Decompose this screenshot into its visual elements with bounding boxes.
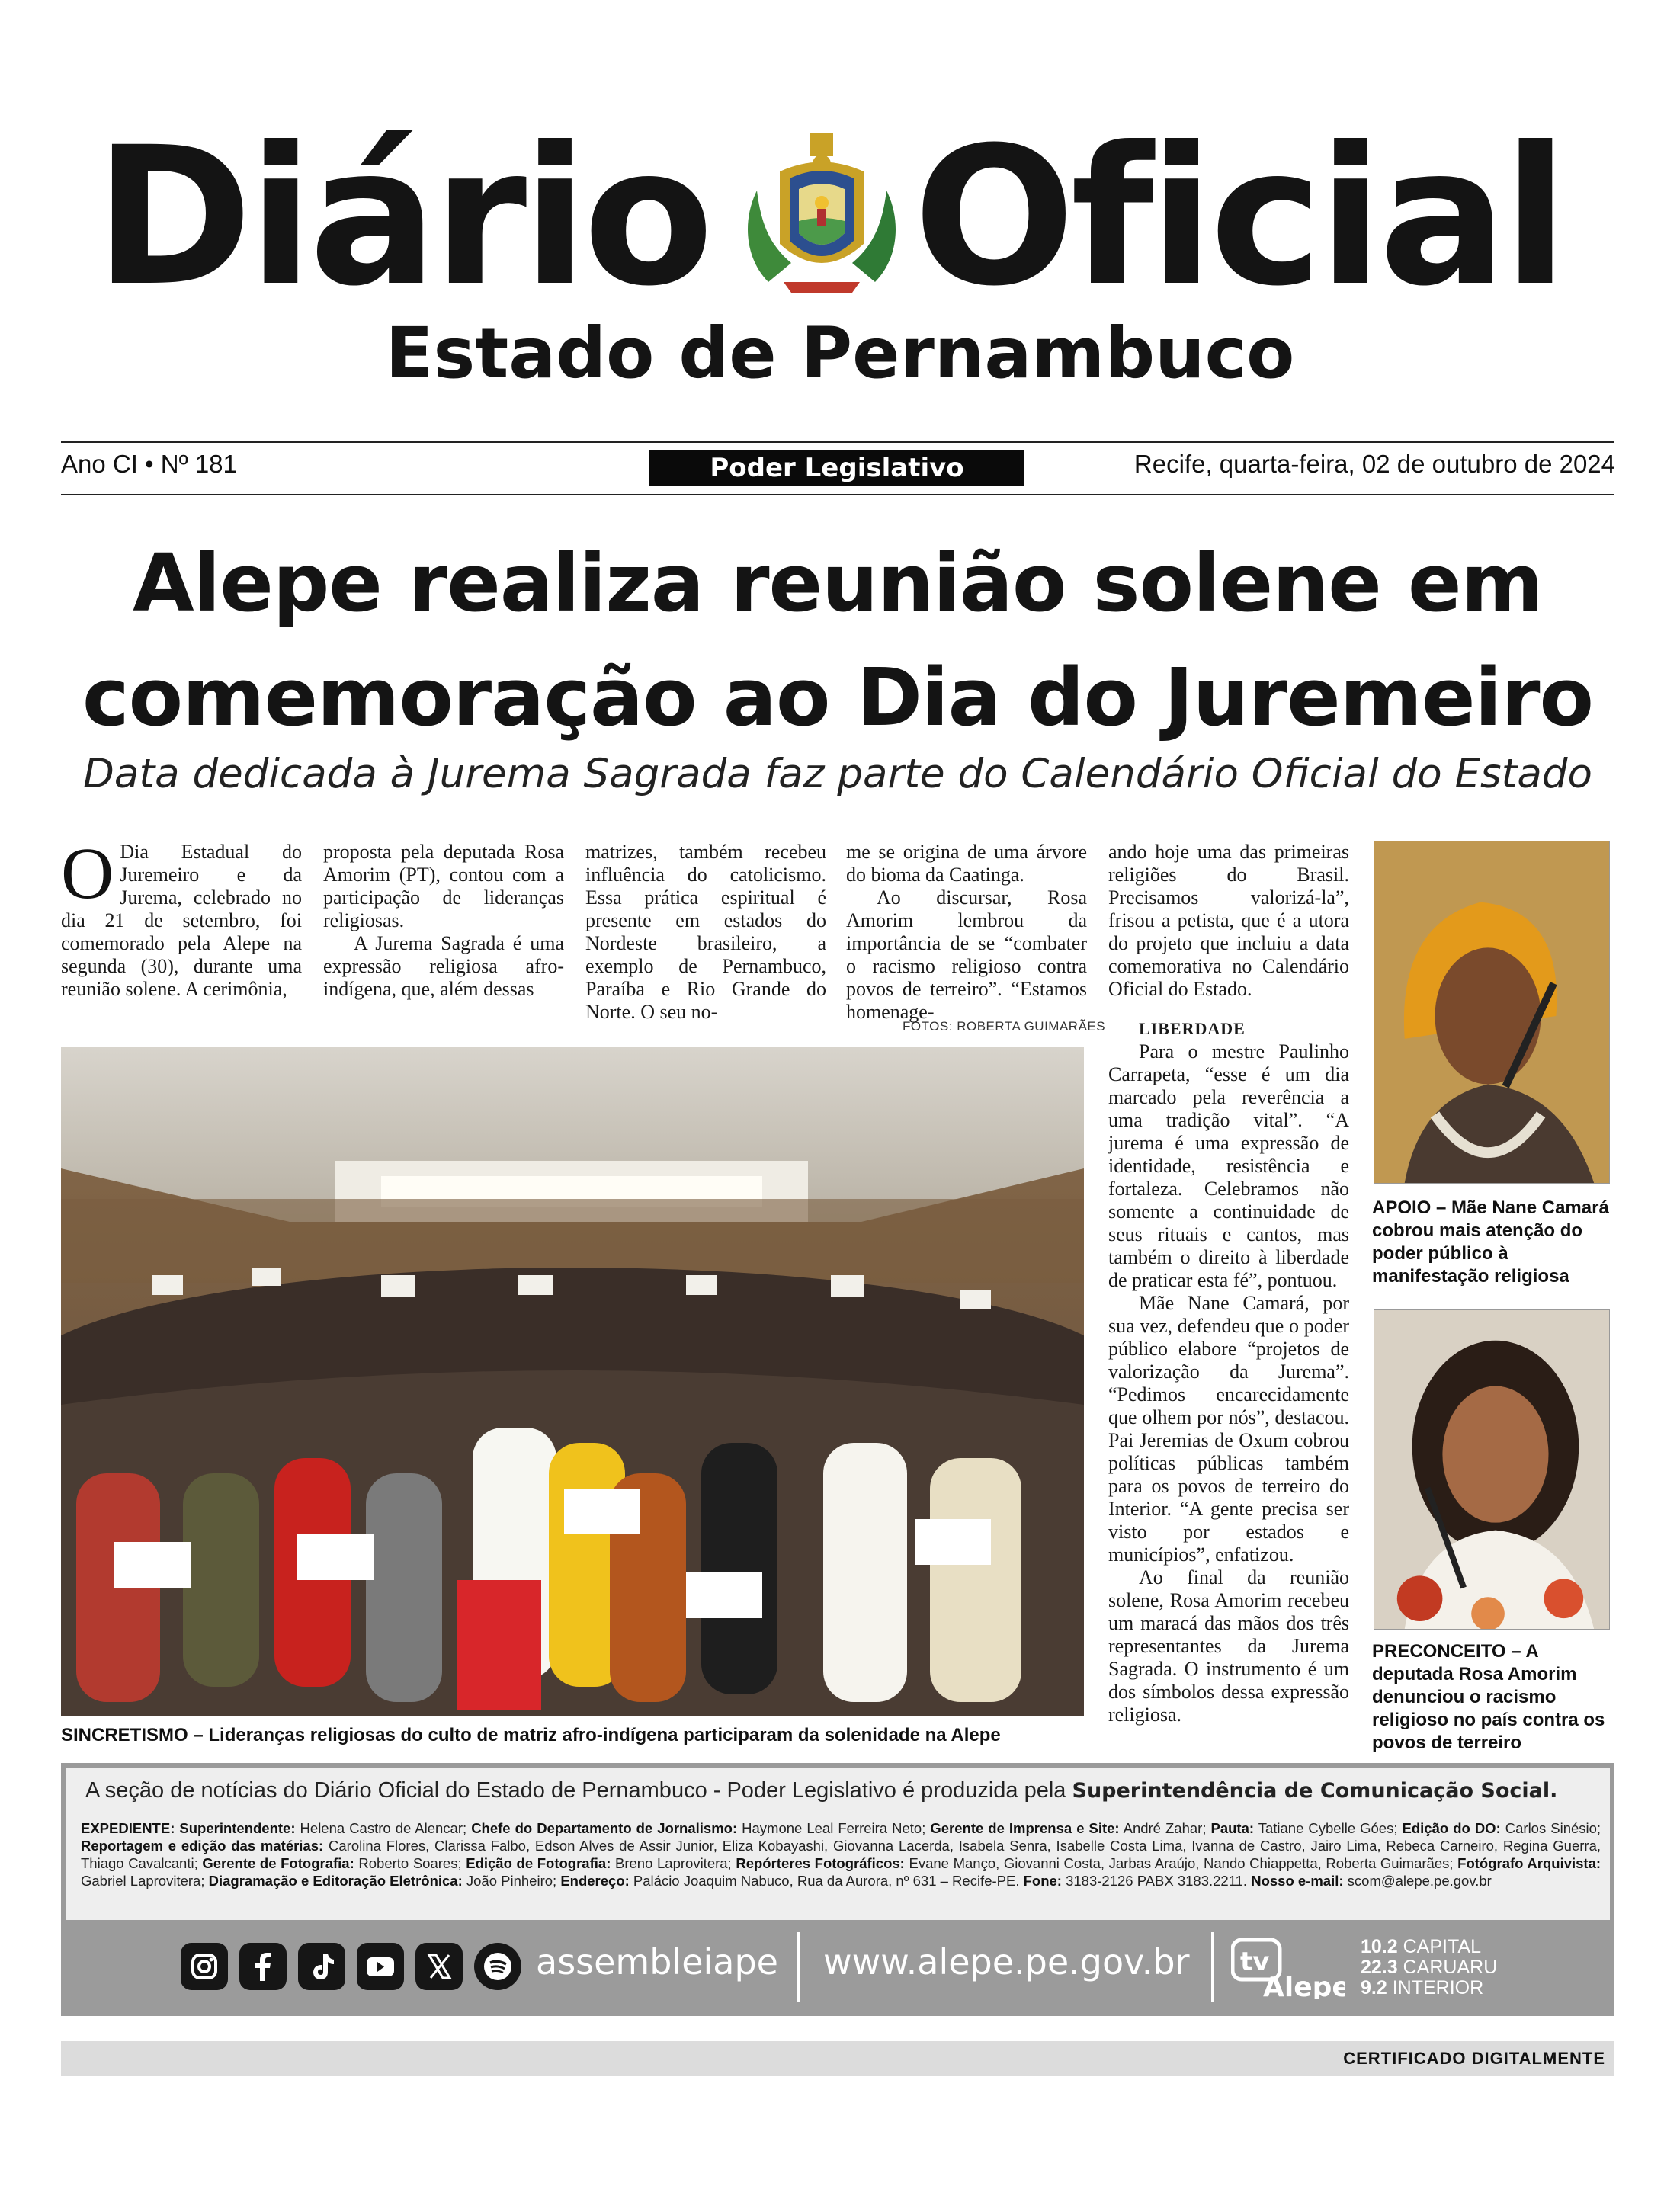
exp-value: Haymone Leal Ferreira Neto; [742, 1820, 926, 1836]
section-subhead: LIBERDADE [1139, 1019, 1246, 1038]
masthead-title-right: Oficial [913, 106, 1564, 328]
radio-item [1361, 1978, 1497, 1998]
instagram-icon[interactable] [181, 1943, 228, 1990]
exp-value: Carlos Sinésio; [1505, 1820, 1601, 1836]
paragraph: Ao discursar, Rosa Amorim lembrou da importância de se “combater o racismo religioso contra povos de terreiro”. “Estamos homenage- [846, 886, 1087, 1023]
radio-frequency: 22.3 [1361, 1957, 1398, 1978]
paragraph: matrizes, também recebeu influência do catolicismo. Essa prática espiritual é presente em estados do Nordeste brasileiro, a exemplo de Pernambuco, Paraíba e Rio Grande do Norte. O seu no- [585, 841, 826, 1023]
exp-label: Superintendente: [179, 1820, 296, 1836]
exp-value: Evane Manço, Giovanni Costa, Jarbas Araújo, Nando Chiappetta, Roberta Guimarães; [909, 1855, 1454, 1871]
paragraph: A Jurema Sagrada é uma expressão religiosa afro-indígena, que, além dessas [323, 932, 564, 1000]
paragraph [61, 832, 302, 1001]
exp-value: André Zahar; [1123, 1820, 1207, 1836]
subheadline: Data dedicada à Jurema Sagrada faz parte do Calendário Oficial do Estado [83, 751, 1592, 797]
separator [797, 1932, 800, 2002]
radio-name: CARUARU [1403, 1957, 1498, 1978]
date-line: Recife, quarta-feira, 02 de outubro de 2024 [1133, 450, 1615, 478]
side-photo-1-caption: APOIO – Mãe Nane Camará cobrou mais atenção do poder público à manifestação religiosa [1372, 1197, 1609, 1287]
exp-label: Gerente de Fotografia: [202, 1855, 354, 1871]
exp-label: EXPEDIENTE: [81, 1820, 175, 1836]
exp-label: Reportagem e edição das matérias: [81, 1838, 324, 1854]
paragraph: Para o mestre Paulinho Carrapeta, “esse é um dia marcado pela reverência a uma tradição vital”. “A jurema é uma expressão de identidade, resistência e fortaleza. Celebramos não somente a continuidade de seus rituais e cantos, mas também o direito à liberdade de praticar esta fé”, pontuou. [1108, 1040, 1349, 1291]
main-photo [61, 1047, 1084, 1716]
paragraph-text: Dia Estadual do Juremeiro e da Jurema, celebrado no dia 21 de setembro, foi comemorado pela Alepe na segunda (30), durante uma reunião solene. A cerimônia, [61, 841, 302, 1000]
pernambuco-coat-of-arms-icon [738, 130, 906, 297]
headline-line-1: Alepe realiza reunião solene em [133, 537, 1543, 630]
footer-intro-bold: Superintendência de Comunicação Social. [1072, 1779, 1558, 1803]
radio-frequency: 10.2 [1361, 1936, 1398, 1957]
social-bar [61, 1920, 1614, 2016]
bottom-rule [61, 494, 1614, 495]
article-column-4 [846, 841, 1087, 1024]
footer-intro-text: A seção de notícias do Diário Oficial do Estado de Pernambuco - Poder Legislativo é produzida pela [85, 1778, 1066, 1803]
exp-value: Roberto Soares; [358, 1855, 462, 1871]
footer-intro [85, 1778, 1557, 1803]
exp-label: Edição do DO: [1402, 1820, 1501, 1836]
certification-bar [61, 2041, 1614, 2076]
masthead-subtitle: Estado de Pernambuco [385, 313, 1295, 394]
main-photo-caption: SINCRETISMO – Lideranças religiosas do culto de matriz afro-indígena participaram da solenidade na Alepe [61, 1725, 1001, 1745]
tv-logo-top-text: tv [1240, 1947, 1270, 1977]
exp-value: Carolina Flores, Clarissa Falbo, Edson Alves de Assir Junior, Eliza Kobayashi, Giovanna Lacerda, Isabela Senra, Isabelle Costa Lima, Ivanna de Castro, Jairo Lima, Rebeca Carneiro, Regina Guerra, Thiago Cavalcanti; [81, 1838, 1601, 1871]
exp-value: Tatiane Cybelle Góes; [1258, 1820, 1398, 1836]
x-icon[interactable] [415, 1943, 463, 1990]
headline [61, 526, 1614, 755]
exp-label: Fone: [1023, 1873, 1062, 1889]
certification-text: CERTIFICADO DIGITALMENTE [1343, 2049, 1605, 2068]
exp-label: Pauta: [1210, 1820, 1255, 1836]
paragraph: me se origina de uma árvore do bioma da Caatinga. [846, 841, 1087, 886]
article-column-3 [585, 841, 826, 1024]
exp-label: Edição de Fotografia: [466, 1855, 611, 1871]
paragraph: Mãe Nane Camará, por sua vez, defendeu que o poder público elabore “projetos de valorização da Jurema”. “Pedimos encarecidamente que olhem por nós”, destacou. Pai Jeremias de Oxum cobrou políticas públicas também para os povos de terreiro do Interior. “A gente precisa ser visto por estados e municípios”, enfatizou. [1108, 1292, 1349, 1566]
tv-alepe-logo[interactable] [1231, 1938, 1345, 1999]
exp-value: João Pinheiro; [466, 1873, 557, 1889]
article-column-5 [1108, 841, 1349, 1726]
section-label: Poder Legislativo [649, 450, 1024, 486]
exp-label: Gerente de Imprensa e Site: [930, 1820, 1120, 1836]
youtube-icon[interactable] [357, 1943, 404, 1990]
masthead [0, 106, 1680, 442]
article-column-1 [61, 832, 302, 1001]
masthead-title-left: Diário [95, 106, 710, 328]
exp-value: Palácio Joaquim Nabuco, Rua da Aurora, nº 631 – Recife-PE. [633, 1873, 1020, 1889]
radio-item [1361, 1937, 1497, 1957]
radio-name: CAPITAL [1403, 1936, 1481, 1957]
website-link[interactable]: www.alepe.pe.gov.br [823, 1941, 1190, 1982]
article-column-2 [323, 841, 564, 1001]
drop-cap: O [61, 832, 114, 914]
radio-item [1361, 1957, 1497, 1978]
exp-value: Gabriel Laprovitera; [81, 1873, 205, 1889]
top-rule [61, 441, 1614, 443]
exp-label: Fotógrafo Arquivista: [1457, 1855, 1601, 1871]
separator [1211, 1932, 1214, 2002]
exp-value: Breno Laprovitera; [615, 1855, 732, 1871]
facebook-icon[interactable] [239, 1943, 287, 1990]
side-photo-2-caption: PRECONCEITO – A deputada Rosa Amorim denunciou o racismo religioso no país contra os povos de terreiro [1372, 1641, 1605, 1753]
exp-label: Repórteres Fotográficos: [736, 1855, 905, 1871]
exp-label: Diagramação e Editoração Eletrônica: [208, 1873, 463, 1889]
social-handle[interactable]: assembleiape [536, 1941, 778, 1982]
exp-label: Nosso e-mail: [1251, 1873, 1344, 1889]
exp-email[interactable]: scom@alepe.pe.gov.br [1347, 1873, 1492, 1889]
radio-frequency: 9.2 [1361, 1977, 1387, 1998]
photo-credit: FOTOS: ROBERTA GUIMARÃES [903, 1019, 1106, 1034]
expediente-text [81, 1819, 1601, 1889]
exp-value: 3183-2126 PABX 3183.2211. [1066, 1873, 1248, 1889]
expediente-box [61, 1763, 1614, 1920]
paragraph: Ao final da reunião solene, Rosa Amorim recebeu um maracá das mãos dos três representantes da Jurema Sagrada. O instrumento é um dos símbolos dessa expressão religiosa. [1108, 1566, 1349, 1726]
spotify-icon[interactable] [474, 1943, 521, 1990]
edition-number: Ano CI • Nº 181 [61, 450, 237, 478]
radio-name: INTERIOR [1392, 1977, 1484, 1998]
side-photo-1 [1374, 841, 1610, 1184]
radio-frequencies [1361, 1937, 1497, 1998]
exp-label: Chefe do Departamento de Jornalismo: [471, 1820, 738, 1836]
paragraph: ando hoje uma das primeiras religiões do Brasil. Precisamos valorizá-la”, frisou a petista, que é a utora do projeto que incluiu a data comemorativa no Calendário Oficial do Estado. [1108, 841, 1349, 1000]
paragraph: proposta pela deputada Rosa Amorim (PT), contou com a participação de lideranças religiosas. [323, 841, 564, 931]
exp-label: Endereço: [560, 1873, 630, 1889]
exp-value: Helena Castro de Alencar; [300, 1820, 467, 1836]
headline-line-2: comemoração ao Dia do Juremeiro [82, 651, 1593, 744]
tv-logo-bottom-text: Alepe [1263, 1972, 1345, 1999]
side-photo-2 [1374, 1309, 1610, 1630]
tiktok-icon[interactable] [298, 1943, 345, 1990]
